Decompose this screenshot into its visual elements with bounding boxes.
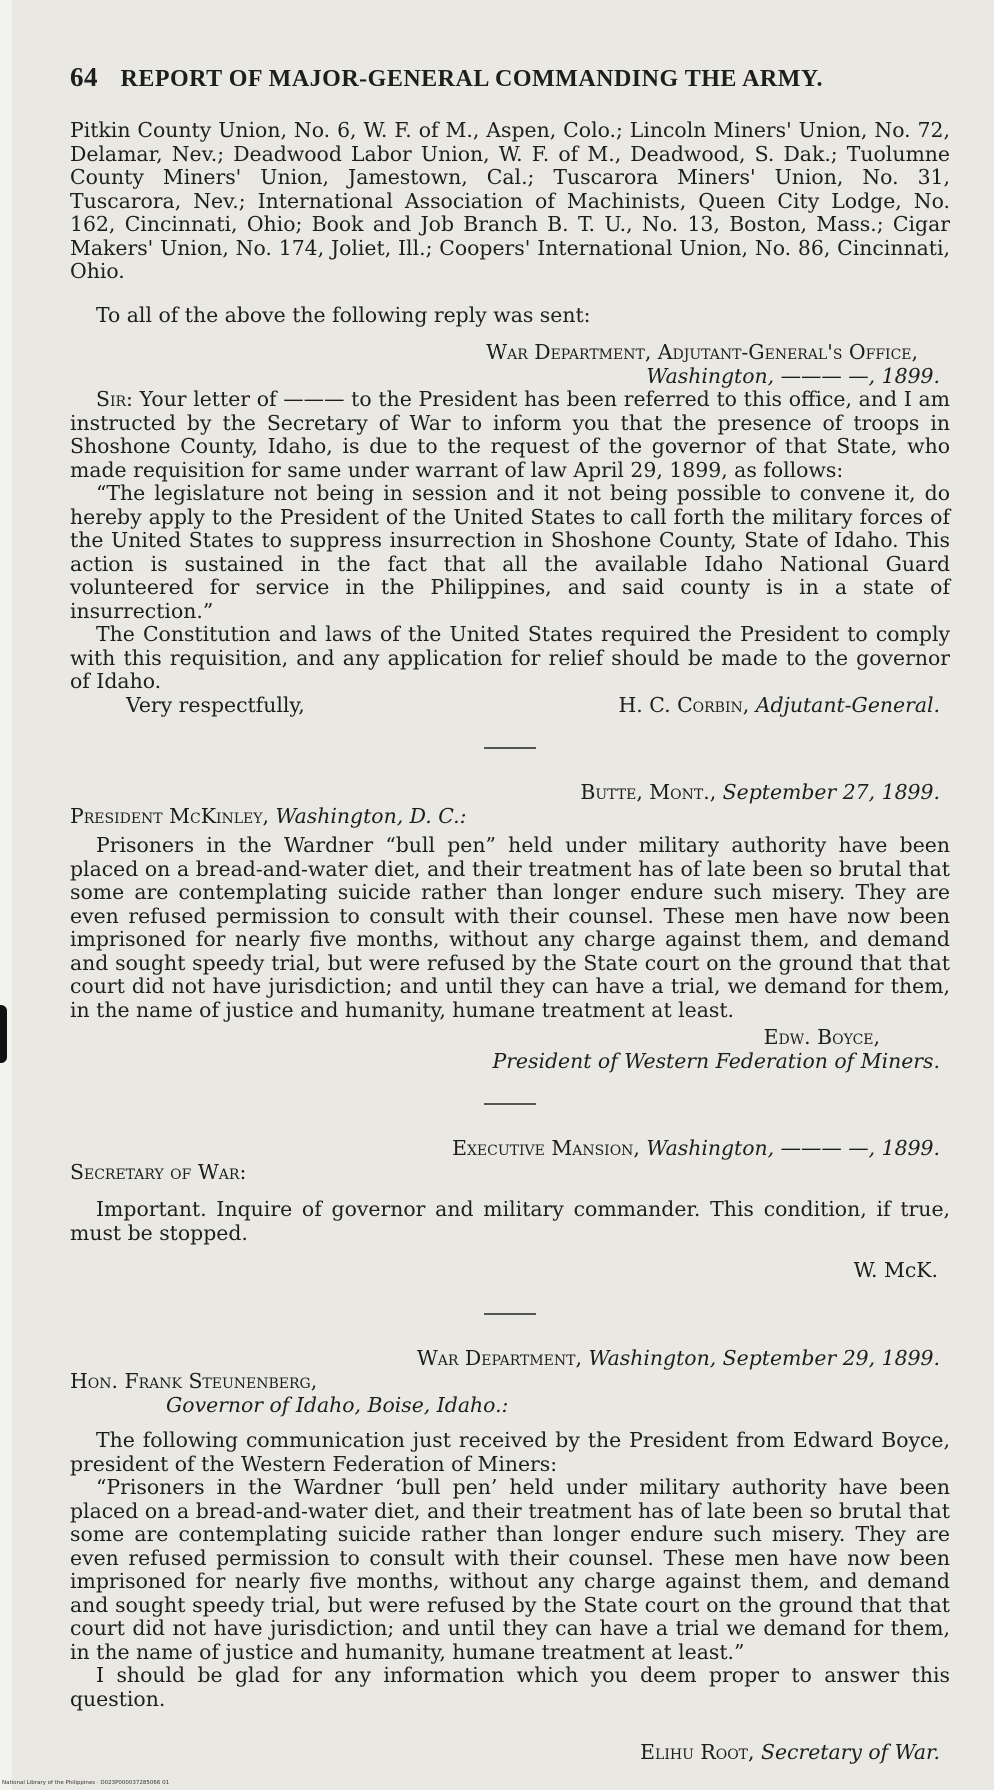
letter2-addressee-line2: Governor of Idaho, Boise, Idaho.: (166, 1392, 509, 1417)
letter2-closing-body: I should be glad for any information which you deem proper to answer this question. (70, 1663, 950, 1711)
scan-binding-mark (0, 1005, 7, 1063)
memo-signer: W. McK. (853, 1258, 938, 1282)
letter1-body1 (70, 388, 950, 482)
letter1-closing: Very respectfully, (126, 692, 305, 717)
telegram-addressee: President McKinley, (70, 803, 269, 828)
letter2-signer: Elihu Root, (640, 1740, 755, 1764)
letter1-salutation: Sir: (96, 387, 133, 411)
letter1-signature (618, 694, 950, 718)
letter2-addressee: Hon. Frank Steunenberg, (70, 1369, 318, 1393)
letter2-signature (70, 1741, 950, 1765)
telegram-heading (70, 781, 950, 805)
letter2-quote: “Prisoners in the Wardner ‘bull pen’ held under military authority have been placed on a bread-and-water diet, and their treatment has of late been so brutal that some are contemplating suicide rather than longer endure such misery. They are even refused permission to consult with their counsel. These men have now been imprisoned for nearly five months, without any charge against them, and demand and sought speedy trial, but were refused by the State court on the ground that that court did not have jurisdiction; and until they can have a trial we demand for them, in the name of justice and humanity, humane treatment at least.” (70, 1475, 950, 1664)
letter2-signer-title: Secretary of War. (760, 1740, 940, 1764)
union-list-paragraph: Pitkin County Union, No. 6, W. F. of M., Aspen, Colo.; Lincoln Miners' Union, No. 72, Delamar, Nev.; Deadwood Labor Union, W. F. of M., Deadwood, S. Dak.; Tuolumne County Miners' Union, Jamestown, Cal.; Tuscarora Miners' Union, No. 31, Tuscarora, Nev.; International Association of Machinists, Queen City Lodge, No. 162, Cincinnati, Ohio; Book and Job Branch B. T. U., No. 13, Boston, Mass.; Cigar Makers' Union, No. 174, Joliet, Ill.; Coopers' International Union, No. 86, Cincinnati, Ohio. (70, 118, 950, 283)
letter2-intro: The following communication just received by the President from Edward Boyce, president of the Western Federation of Miners: (70, 1428, 950, 1476)
scan-credit: National Library of the Philippines · D023P000037285066 01 (2, 1780, 170, 1786)
letter2-date: Washington, September 29, 1899. (588, 1345, 940, 1370)
letter1-signoff (70, 694, 950, 718)
letter1-signer: H. C. Corbin, (618, 692, 750, 717)
memo-place: Executive Mansion, (452, 1136, 640, 1160)
memo-addressee: Secretary of War: (70, 1159, 247, 1184)
page-number: 64 (70, 62, 98, 92)
section-divider (484, 1313, 536, 1315)
letter1-quote: “The legislature not being in session and it not being possible to convene it, do hereby apply to the President of the United States to call forth the military forces of the United States to suppress insurrection in Shoshone County, State of Idaho. This action is sustained in the fact that all the available Idaho National Guard volunteered for service in the Philippines, and said county is in a state of insurrection.” (70, 481, 950, 623)
letter1-heading-place: Washington, ——— —, 1899. (646, 363, 940, 388)
letter1-heading-dept: War Department, Adjutant-General's Office, (486, 340, 918, 364)
reply-sent-line: To all of the above the following reply was sent: (96, 302, 591, 327)
letter2-place: War Department, (416, 1345, 582, 1370)
letter2-heading (70, 1347, 950, 1371)
section-divider (484, 747, 536, 749)
letter1-body2: The Constitution and laws of the United States required the President to comply with this requisition, and any application for relief should be made to the governor of Idaho. (70, 622, 950, 693)
telegram-date: September 27, 1899. (722, 780, 940, 804)
telegram-addressee-place: Washington, D. C.: (275, 803, 467, 828)
telegram-signer-title: President of Western Federation of Miners. (492, 1048, 940, 1073)
running-head-title: REPORT OF MAJOR-GENERAL COMMANDING THE ARMY. (120, 66, 824, 92)
running-header (70, 62, 950, 93)
telegram-place: Butte, Mont., (580, 780, 717, 804)
letter1-signer-title: Adjutant-General. (755, 692, 940, 717)
memo-date: Washington, ——— —, 1899. (646, 1136, 940, 1160)
letter1-body1-text: Your letter of ——— to the President has been referred to this office, and I am instructed by the Secretary of War to inform you that the presence of troops in Shoshone County, Idaho, is due to the request of the governor of that State, who made requisition for same under warrant of law April 29, 1899, as follows: (70, 387, 950, 482)
section-divider (484, 1103, 536, 1105)
memo-body: Important. Inquire of governor and military commander. This condition, if true, must be stopped. (70, 1197, 950, 1245)
telegram-signer: Edw. Boyce, (763, 1025, 880, 1049)
telegram-addressee-line (70, 805, 950, 829)
scan-margin (0, 0, 12, 1790)
text-column (70, 62, 950, 1765)
memo-heading (70, 1137, 950, 1161)
telegram-body: Prisoners in the Wardner “bull pen” held under military authority have been placed on a bread-and-water diet, and their treatment has of late been so brutal that some are contemplating suicide rather than longer endure such misery. They are even refused permission to consult with their counsel. These men have now been imprisoned for nearly five months, without any charge against them, and demand and sought speedy trial, but were refused by the State court on the ground that that court did not have jurisdiction; and until they can have a trial, we demand for them, in the name of justice and humanity, humane treatment at least. (70, 833, 950, 1022)
